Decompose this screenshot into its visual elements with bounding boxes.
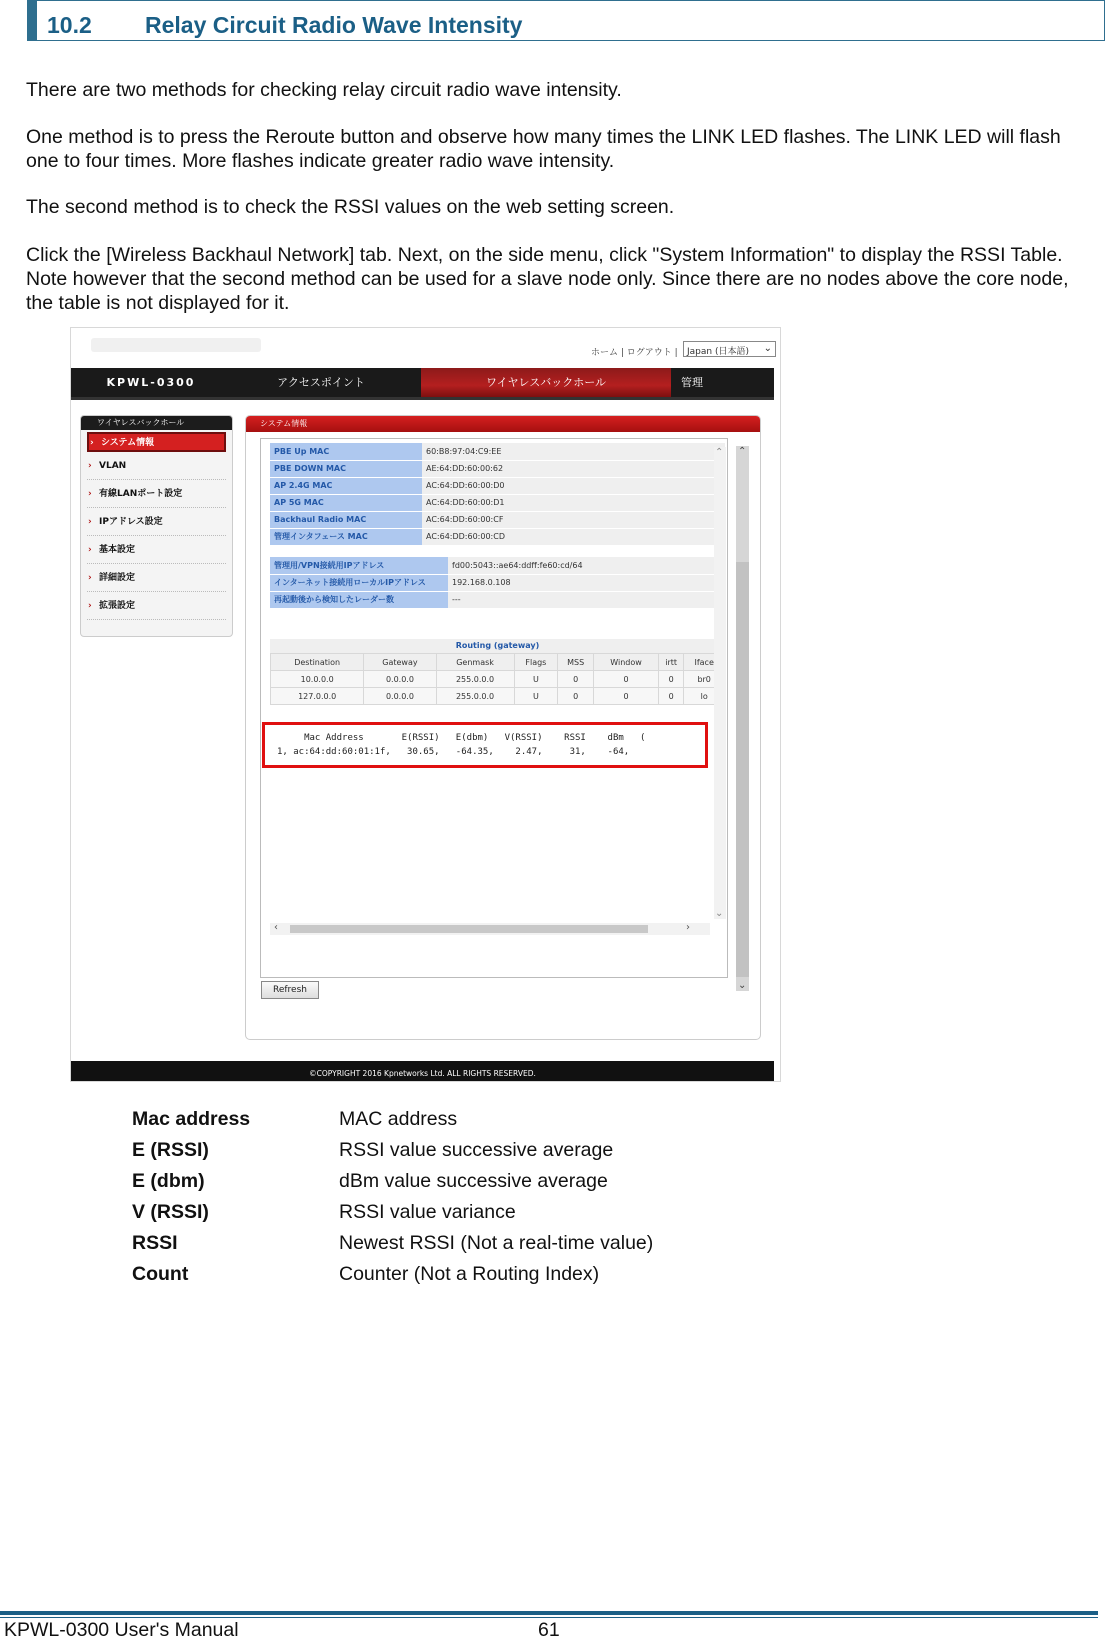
ss-nav-bar [71, 368, 774, 400]
definition-term: E (RSSI) [132, 1139, 209, 1161]
ss-nav-brand: KPWL-0300 [106, 376, 196, 389]
ss-rssi-row: 1, ac:64:dd:60:01:1f, 30.65, -64.35, 2.47, 31, -64, [277, 747, 630, 757]
table-cell: 0 [658, 688, 683, 705]
chevron-down-icon[interactable]: ⌄ [715, 908, 724, 919]
ss-mac-key: PBE Up MAC [270, 443, 422, 460]
table-row [270, 443, 725, 460]
web-ui-screenshot [70, 327, 781, 1082]
ss-mac-key: Backhaul Radio MAC [270, 511, 422, 528]
column-header: Iface [684, 654, 725, 671]
ss-side-item-label: 有線LANポート設定 [99, 489, 183, 499]
ss-rssi-header: Mac Address E(RSSI) E(dbm) V(RSSI) RSSI dBm ( [277, 733, 646, 743]
table-header-row [271, 654, 725, 671]
list-item [132, 1138, 832, 1169]
paragraph-method-one: One method is to press the Reroute button and observe how many times the LINK LED flashes. The LINK LED will flash one to four times. More flashes indicate greater radio wave intensity. [26, 126, 1061, 172]
ss-refresh-button[interactable]: Refresh [261, 981, 319, 999]
ss-mac-table [270, 443, 725, 546]
ss-routing-table [270, 639, 725, 705]
chevron-down-icon: ⌄ [763, 343, 772, 354]
table-row [270, 557, 725, 574]
paragraph-method-two: The second method is to check the RSSI values on the web setting screen. [26, 196, 675, 218]
table-cell: 0 [594, 688, 659, 705]
chevron-right-icon: › [88, 461, 92, 471]
ss-side-item-label: IPアドレス設定 [99, 517, 163, 527]
chevron-right-icon: › [90, 438, 94, 448]
definition-description: Newest RSSI (Not a real-time value) [339, 1232, 654, 1254]
column-header: Genmask [436, 654, 514, 671]
ss-scroll-thumb[interactable] [290, 925, 648, 933]
ss-side-item-extended[interactable] [87, 592, 226, 620]
table-cell: 0.0.0.0 [364, 688, 436, 705]
footer-rule [0, 1611, 1098, 1615]
ss-main-panel [245, 415, 761, 1040]
definition-description: RSSI value variance [339, 1201, 516, 1223]
table-cell: 0 [594, 671, 659, 688]
chevron-left-icon[interactable]: ‹ [274, 922, 278, 933]
chevron-down-icon[interactable]: ⌄ [738, 980, 747, 991]
chevron-right-icon: › [88, 489, 92, 499]
definition-description: MAC address [339, 1108, 458, 1130]
ss-content-frame [260, 438, 728, 978]
definition-term: Count [132, 1263, 189, 1285]
ss-tab-admin[interactable]: 管理 [681, 376, 703, 389]
table-row [270, 511, 725, 528]
table-cell: 255.0.0.0 [436, 671, 514, 688]
section-heading [27, 0, 1105, 41]
ss-mac-key: AP 2.4G MAC [270, 477, 422, 494]
ss-language-value: Japan (日本語) [687, 347, 749, 357]
ss-side-item-ip-address[interactable] [87, 508, 226, 536]
ss-logo [91, 338, 261, 352]
table-row [270, 528, 725, 545]
page-number: 61 [538, 1619, 560, 1640]
ss-ip-key: 再起動後から検知したレーダー数 [270, 591, 448, 608]
table-cell: 127.0.0.0 [271, 688, 364, 705]
list-item [132, 1262, 832, 1293]
ss-ip-key: インターネット接続用ローカルIPアドレス [270, 574, 448, 591]
ss-language-select[interactable] [683, 341, 776, 357]
paragraph-instructions: Click the [Wireless Backhaul Network] tab. Next, on the side menu, click "System Information" to display the RSSI Table. Note however that the second method can be used for a slave node only. Since there are no nodes above the core node, the table is not displayed for it. [26, 244, 1069, 314]
ss-side-heading: ワイヤレスバックホール [81, 416, 232, 430]
ss-ip-key: 管理用/VPN接続用IPアドレス [270, 557, 448, 574]
ss-mac-key: PBE DOWN MAC [270, 460, 422, 477]
ss-ip-value: fd00:5043::ae64:ddff:fe60:cd/64 [448, 557, 725, 574]
chevron-up-icon[interactable]: ⌃ [715, 447, 724, 458]
chevron-right-icon: › [88, 573, 92, 583]
definition-description: dBm value successive average [339, 1170, 608, 1192]
list-item [132, 1200, 832, 1231]
table-cell: 0 [558, 688, 594, 705]
table-cell: 0 [558, 671, 594, 688]
table-row [270, 574, 725, 591]
ss-mac-key: AP 5G MAC [270, 494, 422, 511]
paragraph-intro: There are two methods for checking relay circuit radio wave intensity. [26, 79, 622, 101]
table-row [271, 671, 725, 688]
ss-side-item-label: 詳細設定 [99, 573, 136, 583]
table-cell: lo [684, 688, 725, 705]
ss-copyright-footer: ©COPYRIGHT 2016 Kpnetworks Ltd. ALL RIGHTS RESERVED. [71, 1061, 774, 1082]
list-item [132, 1107, 832, 1138]
ss-mac-key: 管理インタフェース MAC [270, 528, 422, 545]
table-row [271, 688, 725, 705]
ss-inner-vertical-scrollbar[interactable] [714, 447, 726, 919]
section-title: Relay Circuit Radio Wave Intensity [145, 12, 523, 38]
ss-mac-value: AC:64:DD:60:00:D1 [422, 494, 725, 511]
table-cell: U [514, 688, 558, 705]
ss-routing-caption: Routing (gateway) [270, 639, 725, 653]
table-cell: 255.0.0.0 [436, 688, 514, 705]
table-row [270, 494, 725, 511]
column-header: Window [594, 654, 659, 671]
ss-scroll-thumb[interactable] [736, 562, 749, 977]
column-header: Gateway [364, 654, 436, 671]
chevron-right-icon: › [88, 545, 92, 555]
definition-term: RSSI [132, 1232, 178, 1254]
ss-ip-table [270, 557, 725, 609]
ss-mac-value: AE:64:DD:60:00:62 [422, 460, 725, 477]
ss-rssi-table-highlight [262, 722, 708, 768]
column-header: MSS [558, 654, 594, 671]
ss-side-menu [80, 415, 233, 637]
ss-top-bar [71, 328, 781, 368]
table-row [270, 460, 725, 477]
list-item [132, 1169, 832, 1200]
ss-mac-value: 60:B8:97:04:C9:EE [422, 443, 725, 460]
definition-term: E (dbm) [132, 1170, 205, 1192]
definition-term: Mac address [132, 1108, 251, 1130]
ss-side-item-advanced[interactable] [87, 564, 226, 592]
list-item [132, 1231, 832, 1262]
chevron-up-icon[interactable]: ⌃ [738, 446, 747, 457]
field-definitions [132, 1107, 832, 1293]
ss-side-item-label: システム情報 [101, 438, 155, 448]
ss-ip-value: --- [448, 591, 725, 608]
chevron-right-icon: › [88, 601, 92, 611]
column-header: Flags [514, 654, 558, 671]
ss-side-item-label: VLAN [99, 461, 127, 471]
footer-manual-title: KPWL-0300 User's Manual [4, 1619, 239, 1640]
ss-side-item-basic[interactable] [87, 536, 226, 564]
ss-side-item-system-info[interactable] [87, 432, 226, 452]
table-row [270, 591, 725, 608]
section-number: 10.2 [47, 12, 92, 38]
table-cell: br0 [684, 671, 725, 688]
chevron-right-icon: › [88, 517, 92, 527]
table-cell: 0.0.0.0 [364, 671, 436, 688]
ss-mac-value: AC:64:DD:60:00:CF [422, 511, 725, 528]
ss-outer-vertical-scrollbar[interactable] [736, 446, 749, 991]
ss-main-heading: システム情報 [246, 416, 760, 432]
ss-tab-access-point[interactable]: アクセスポイント [277, 376, 365, 389]
column-header: irtt [658, 654, 683, 671]
ss-tab-wireless-backhaul[interactable]: ワイヤレスバックホール [421, 368, 671, 397]
ss-side-item-label: 拡張設定 [99, 601, 136, 611]
ss-side-item-wired-lan[interactable] [87, 480, 226, 508]
chevron-right-icon[interactable]: › [686, 922, 690, 933]
ss-top-links[interactable]: ホーム | ログアウト | [591, 348, 678, 358]
definition-description: RSSI value successive average [339, 1139, 614, 1161]
ss-horizontal-scrollbar[interactable] [270, 923, 710, 935]
column-header: Destination [271, 654, 364, 671]
ss-side-item-label: 基本設定 [99, 545, 136, 555]
ss-ip-value: 192.168.0.108 [448, 574, 725, 591]
definition-term: V (RSSI) [132, 1201, 209, 1223]
table-cell: 10.0.0.0 [271, 671, 364, 688]
ss-side-item-vlan[interactable] [87, 452, 226, 480]
table-cell: U [514, 671, 558, 688]
table-row [270, 477, 725, 494]
table-cell: 0 [658, 671, 683, 688]
footer-rule-thin [0, 1617, 1098, 1618]
ss-mac-value: AC:64:DD:60:00:CD [422, 528, 725, 545]
ss-mac-value: AC:64:DD:60:00:D0 [422, 477, 725, 494]
definition-description: Counter (Not a Routing Index) [339, 1263, 600, 1285]
